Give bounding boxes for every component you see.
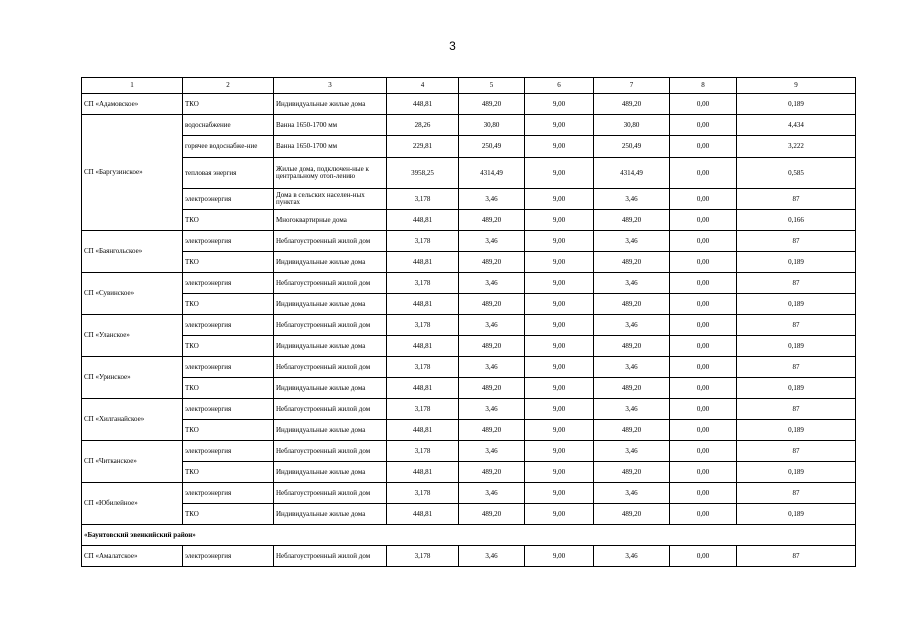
header-row <box>82 78 856 94</box>
category-cell: Неблагоустроенный жилой дом <box>274 357 387 378</box>
value-cell-v6: 9,00 <box>525 94 594 115</box>
value-cell-v8: 0,00 <box>670 378 737 399</box>
header-cell: 4 <box>387 78 459 94</box>
table-row <box>82 336 856 357</box>
value-cell-v7: 3,46 <box>594 546 670 567</box>
category-cell: Многоквартирные дома <box>274 210 387 231</box>
value-cell-v5: 3,46 <box>459 189 525 210</box>
table-row <box>82 294 856 315</box>
table-row <box>82 504 856 525</box>
header-cell: 1 <box>82 78 183 94</box>
value-cell-v4: 3,178 <box>387 546 459 567</box>
value-cell-v9: 4,434 <box>737 115 856 136</box>
resource-cell: водоснабжение <box>183 115 274 136</box>
value-cell-v8: 0,00 <box>670 158 737 189</box>
value-cell-v9: 0,189 <box>737 462 856 483</box>
value-cell-v5: 489,20 <box>459 94 525 115</box>
resource-cell: электроэнергия <box>183 315 274 336</box>
value-cell-v8: 0,00 <box>670 399 737 420</box>
header-cell: 9 <box>737 78 856 94</box>
page-number: 3 <box>449 39 456 53</box>
resource-cell: электроэнергия <box>183 441 274 462</box>
value-cell-v6: 9,00 <box>525 420 594 441</box>
value-cell-v4: 3,178 <box>387 483 459 504</box>
value-cell-v4: 448,81 <box>387 210 459 231</box>
value-cell-v4: 448,81 <box>387 462 459 483</box>
settlement-cell: СП «Адамовское» <box>82 94 183 115</box>
value-cell-v4: 448,81 <box>387 252 459 273</box>
settlement-cell: СП «Юбилейное» <box>82 483 183 525</box>
value-cell-v9: 87 <box>737 315 856 336</box>
value-cell-v7: 3,46 <box>594 483 670 504</box>
settlement-cell: СП «Уринское» <box>82 357 183 399</box>
value-cell-v6: 9,00 <box>525 136 594 158</box>
header-cell: 3 <box>274 78 387 94</box>
resource-cell: ТКО <box>183 420 274 441</box>
value-cell-v4: 3,178 <box>387 273 459 294</box>
value-cell-v4: 3958,25 <box>387 158 459 189</box>
settlement-cell: СП «Уланское» <box>82 315 183 357</box>
resource-cell: электроэнергия <box>183 189 274 210</box>
value-cell-v8: 0,00 <box>670 189 737 210</box>
value-cell-v5: 3,46 <box>459 273 525 294</box>
value-cell-v4: 448,81 <box>387 336 459 357</box>
resource-cell: электроэнергия <box>183 357 274 378</box>
settlement-cell: СП «Баргузинское» <box>82 115 183 231</box>
resource-cell: горячее водоснабже-ние <box>183 136 274 158</box>
value-cell-v8: 0,00 <box>670 115 737 136</box>
resource-cell: ТКО <box>183 378 274 399</box>
category-cell: Дома в сельских населен-ных пунктах <box>274 189 387 210</box>
value-cell-v9: 0,166 <box>737 210 856 231</box>
header-cell: 8 <box>670 78 737 94</box>
value-cell-v8: 0,00 <box>670 231 737 252</box>
value-cell-v7: 489,20 <box>594 420 670 441</box>
value-cell-v7: 489,20 <box>594 462 670 483</box>
value-cell-v9: 0,585 <box>737 158 856 189</box>
value-cell-v7: 489,20 <box>594 252 670 273</box>
value-cell-v9: 0,189 <box>737 294 856 315</box>
table-row <box>82 378 856 399</box>
value-cell-v9: 0,189 <box>737 504 856 525</box>
value-cell-v4: 448,81 <box>387 294 459 315</box>
table-row <box>82 357 856 378</box>
value-cell-v7: 489,20 <box>594 94 670 115</box>
value-cell-v4: 448,81 <box>387 94 459 115</box>
value-cell-v9: 87 <box>737 189 856 210</box>
table-row <box>82 210 856 231</box>
category-cell: Индивидуальные жилые дома <box>274 336 387 357</box>
category-cell: Неблагоустроенный жилой дом <box>274 441 387 462</box>
resource-cell: электроэнергия <box>183 399 274 420</box>
value-cell-v9: 0,189 <box>737 252 856 273</box>
resource-cell: ТКО <box>183 504 274 525</box>
category-cell: Индивидуальные жилые дома <box>274 94 387 115</box>
value-cell-v7: 3,46 <box>594 189 670 210</box>
value-cell-v6: 9,00 <box>525 357 594 378</box>
value-cell-v8: 0,00 <box>670 294 737 315</box>
resource-cell: электроэнергия <box>183 546 274 567</box>
value-cell-v7: 489,20 <box>594 294 670 315</box>
table-row <box>82 462 856 483</box>
resource-cell: электроэнергия <box>183 483 274 504</box>
value-cell-v6: 9,00 <box>525 483 594 504</box>
value-cell-v5: 489,20 <box>459 210 525 231</box>
table-row <box>82 158 856 189</box>
resource-cell: ТКО <box>183 462 274 483</box>
value-cell-v7: 489,20 <box>594 504 670 525</box>
category-cell: Неблагоустроенный жилой дом <box>274 546 387 567</box>
value-cell-v5: 489,20 <box>459 462 525 483</box>
table-row <box>82 94 856 115</box>
value-cell-v7: 3,46 <box>594 399 670 420</box>
value-cell-v7: 489,20 <box>594 210 670 231</box>
category-cell: Индивидуальные жилые дома <box>274 252 387 273</box>
resource-cell: ТКО <box>183 336 274 357</box>
resource-cell: тепловая энергия <box>183 158 274 189</box>
table-row <box>82 273 856 294</box>
resource-cell: ТКО <box>183 252 274 273</box>
value-cell-v8: 0,00 <box>670 210 737 231</box>
value-cell-v9: 3,222 <box>737 136 856 158</box>
value-cell-v9: 87 <box>737 546 856 567</box>
value-cell-v4: 3,178 <box>387 315 459 336</box>
value-cell-v6: 9,00 <box>525 273 594 294</box>
value-cell-v4: 3,178 <box>387 357 459 378</box>
value-cell-v4: 3,178 <box>387 399 459 420</box>
value-cell-v8: 0,00 <box>670 483 737 504</box>
value-cell-v6: 9,00 <box>525 462 594 483</box>
settlement-cell: СП «Хилганайское» <box>82 399 183 441</box>
value-cell-v5: 3,46 <box>459 315 525 336</box>
value-cell-v7: 3,46 <box>594 315 670 336</box>
value-cell-v6: 9,00 <box>525 546 594 567</box>
header-cell: 7 <box>594 78 670 94</box>
value-cell-v9: 0,189 <box>737 94 856 115</box>
value-cell-v7: 3,46 <box>594 441 670 462</box>
value-cell-v8: 0,00 <box>670 315 737 336</box>
value-cell-v8: 0,00 <box>670 462 737 483</box>
settlement-cell: СП «Амалатское» <box>82 546 183 567</box>
value-cell-v5: 489,20 <box>459 336 525 357</box>
value-cell-v4: 448,81 <box>387 504 459 525</box>
value-cell-v4: 3,178 <box>387 231 459 252</box>
value-cell-v4: 448,81 <box>387 378 459 399</box>
value-cell-v8: 0,00 <box>670 336 737 357</box>
value-cell-v6: 9,00 <box>525 252 594 273</box>
value-cell-v6: 9,00 <box>525 378 594 399</box>
value-cell-v5: 489,20 <box>459 504 525 525</box>
value-cell-v8: 0,00 <box>670 441 737 462</box>
value-cell-v9: 87 <box>737 357 856 378</box>
value-cell-v6: 9,00 <box>525 504 594 525</box>
value-cell-v9: 87 <box>737 399 856 420</box>
resource-cell: ТКО <box>183 210 274 231</box>
value-cell-v8: 0,00 <box>670 546 737 567</box>
header-cell: 6 <box>525 78 594 94</box>
category-cell: Индивидуальные жилые дома <box>274 294 387 315</box>
category-cell: Индивидуальные жилые дома <box>274 504 387 525</box>
value-cell-v9: 87 <box>737 441 856 462</box>
value-cell-v5: 3,46 <box>459 231 525 252</box>
category-cell: Неблагоустроенный жилой дом <box>274 483 387 504</box>
value-cell-v7: 489,20 <box>594 378 670 399</box>
value-cell-v6: 9,00 <box>525 441 594 462</box>
resource-cell: электроэнергия <box>183 231 274 252</box>
value-cell-v6: 9,00 <box>525 294 594 315</box>
region-row <box>82 525 856 546</box>
value-cell-v4: 28,26 <box>387 115 459 136</box>
table-row <box>82 115 856 136</box>
value-cell-v6: 9,00 <box>525 115 594 136</box>
value-cell-v4: 3,178 <box>387 441 459 462</box>
table-row <box>82 252 856 273</box>
value-cell-v5: 3,46 <box>459 399 525 420</box>
value-cell-v5: 489,20 <box>459 294 525 315</box>
table-row <box>82 136 856 158</box>
value-cell-v6: 9,00 <box>525 336 594 357</box>
value-cell-v6: 9,00 <box>525 231 594 252</box>
resource-cell: электроэнергия <box>183 273 274 294</box>
category-cell: Ванна 1650-1700 мм <box>274 136 387 158</box>
table-body <box>82 78 856 567</box>
category-cell: Жилые дома, подключен-ные к центральному отоп-лению <box>274 158 387 189</box>
value-cell-v9: 87 <box>737 231 856 252</box>
value-cell-v8: 0,00 <box>670 504 737 525</box>
value-cell-v5: 489,20 <box>459 252 525 273</box>
value-cell-v8: 0,00 <box>670 252 737 273</box>
value-cell-v9: 0,189 <box>737 336 856 357</box>
value-cell-v5: 489,20 <box>459 378 525 399</box>
category-cell: Неблагоустроенный жилой дом <box>274 315 387 336</box>
settlement-cell: СП «Баянгольское» <box>82 231 183 273</box>
value-cell-v8: 0,00 <box>670 273 737 294</box>
table-row <box>82 441 856 462</box>
value-cell-v7: 250,49 <box>594 136 670 158</box>
table-row <box>82 546 856 567</box>
value-cell-v4: 229,81 <box>387 136 459 158</box>
table-row <box>82 420 856 441</box>
category-cell: Индивидуальные жилые дома <box>274 462 387 483</box>
value-cell-v7: 3,46 <box>594 273 670 294</box>
settlement-cell: СП «Сувинское» <box>82 273 183 315</box>
table-row <box>82 189 856 210</box>
category-cell: Ванна 1650-1700 мм <box>274 115 387 136</box>
value-cell-v8: 0,00 <box>670 357 737 378</box>
value-cell-v9: 0,189 <box>737 378 856 399</box>
table-row <box>82 315 856 336</box>
value-cell-v5: 4314,49 <box>459 158 525 189</box>
header-cell: 2 <box>183 78 274 94</box>
value-cell-v7: 489,20 <box>594 336 670 357</box>
settlement-cell: СП «Читканское» <box>82 441 183 483</box>
value-cell-v6: 9,00 <box>525 399 594 420</box>
category-cell: Неблагоустроенный жилой дом <box>274 231 387 252</box>
category-cell: Индивидуальные жилые дома <box>274 420 387 441</box>
table-row <box>82 231 856 252</box>
value-cell-v8: 0,00 <box>670 420 737 441</box>
value-cell-v7: 4314,49 <box>594 158 670 189</box>
header-cell: 5 <box>459 78 525 94</box>
value-cell-v7: 3,46 <box>594 357 670 378</box>
value-cell-v5: 3,46 <box>459 441 525 462</box>
value-cell-v4: 3,178 <box>387 189 459 210</box>
value-cell-v6: 9,00 <box>525 315 594 336</box>
value-cell-v5: 30,80 <box>459 115 525 136</box>
value-cell-v8: 0,00 <box>670 136 737 158</box>
region-title: «Баунтовский эвенкийский район» <box>82 525 856 546</box>
tariff-table <box>81 77 856 567</box>
value-cell-v5: 489,20 <box>459 420 525 441</box>
value-cell-v5: 3,46 <box>459 483 525 504</box>
category-cell: Индивидуальные жилые дома <box>274 378 387 399</box>
value-cell-v9: 87 <box>737 483 856 504</box>
table-row <box>82 483 856 504</box>
value-cell-v8: 0,00 <box>670 94 737 115</box>
value-cell-v5: 3,46 <box>459 357 525 378</box>
resource-cell: ТКО <box>183 94 274 115</box>
resource-cell: ТКО <box>183 294 274 315</box>
table-row <box>82 399 856 420</box>
value-cell-v7: 3,46 <box>594 231 670 252</box>
value-cell-v6: 9,00 <box>525 210 594 231</box>
value-cell-v5: 3,46 <box>459 546 525 567</box>
value-cell-v9: 0,189 <box>737 420 856 441</box>
value-cell-v9: 87 <box>737 273 856 294</box>
category-cell: Неблагоустроенный жилой дом <box>274 399 387 420</box>
value-cell-v7: 30,80 <box>594 115 670 136</box>
value-cell-v4: 448,81 <box>387 420 459 441</box>
category-cell: Неблагоустроенный жилой дом <box>274 273 387 294</box>
value-cell-v6: 9,00 <box>525 189 594 210</box>
value-cell-v6: 9,00 <box>525 158 594 189</box>
value-cell-v5: 250,49 <box>459 136 525 158</box>
